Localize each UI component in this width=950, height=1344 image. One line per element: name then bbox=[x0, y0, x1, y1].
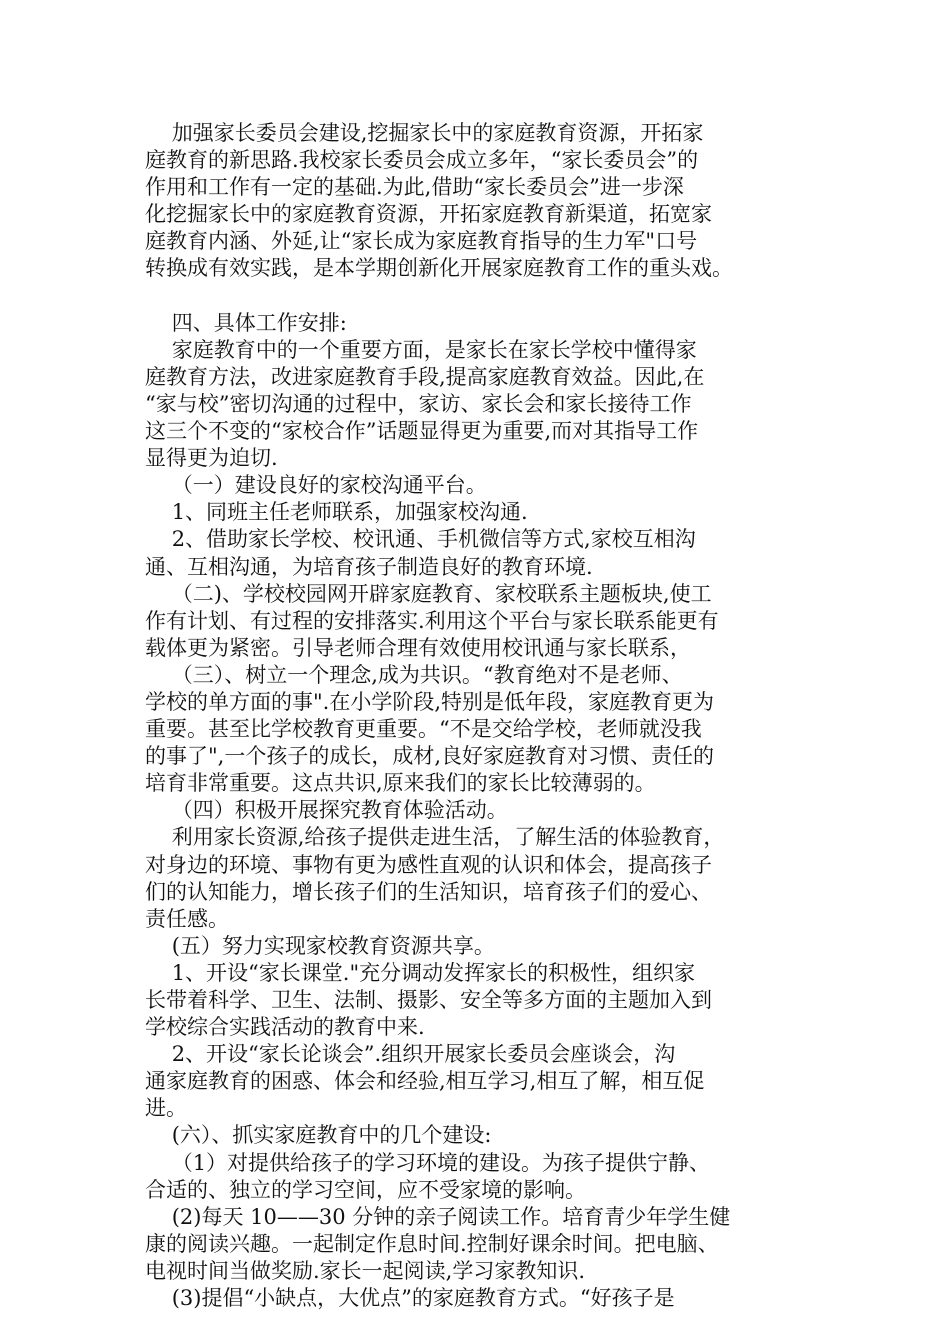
text-line: 2、借助家长学校、校讯通、手机微信等方式,家校互相沟 bbox=[145, 527, 696, 552]
text-line: 家庭教育中的一个重要方面，是家长在家长学校中懂得家 bbox=[145, 337, 697, 362]
text-line: 庭教育方法，改进家庭教育手段,提高家庭教育效益。因此,在 bbox=[145, 364, 705, 389]
text-line: 庭教育的新思路.我校家长委员会成立多年，“家长委员会”的 bbox=[145, 148, 699, 173]
text-line: 利用家长资源,给孩子提供走进生活，了解生活的体验教育， bbox=[145, 825, 725, 850]
text-line: 培育非常重要。这点共识,原来我们的家长比较薄弱的。 bbox=[145, 771, 656, 796]
text-line: 加强家长委员会建设,挖掘家长中的家庭教育资源，开拓家 bbox=[145, 121, 704, 145]
text-line: 重要。甚至比学校教育更重要。“不是交给学校，老师就没我 bbox=[145, 717, 702, 742]
text-line: 庭教育内涵、外延,让“家长成为家庭教育指导的生力军"口号 bbox=[145, 229, 698, 254]
text-line: 转换成有效实践，是本学期创新化开展家庭教育工作的重头戏。 bbox=[145, 256, 733, 281]
text-line: 学校的单方面的事".在小学阶段,特别是低年段，家庭教育更为 bbox=[145, 689, 715, 714]
text-line: 合适的、独立的学习空间，应不受家境的影响。 bbox=[145, 1177, 586, 1202]
text-line: 进。 bbox=[145, 1096, 187, 1121]
text-line: 对身边的环境、事物有更为感性直观的认识和体会，提高孩子 bbox=[145, 852, 712, 877]
text-line: 们的认知能力，增长孩子们的生活知识，培育孩子们的爱心、 bbox=[145, 879, 712, 904]
text-line: （四）积极开展探究教育体验活动。 bbox=[145, 798, 508, 823]
text-line: (2)每天 10——30 分钟的亲子阅读工作。培育青少年学生健 bbox=[145, 1204, 731, 1229]
blank-line bbox=[145, 283, 845, 310]
text-line: 长带着科学、卫生、法制、摄影、安全等多方面的主题加入到 bbox=[145, 988, 712, 1012]
text-line: 的事了",一个孩子的成长，成材,良好家庭教育对习惯、责任的 bbox=[145, 744, 715, 769]
text-line: 1、开设“家长课堂."充分调动发挥家长的积极性，组织家 bbox=[145, 960, 696, 985]
text-line: （二)、学校校园网开辟家庭教育、家校联系主题板块,使工 bbox=[145, 581, 712, 606]
text-line: 四、具体工作安排: bbox=[145, 310, 347, 335]
text-line: 学校综合实践活动的教育中来. bbox=[145, 1015, 425, 1040]
text-line: 1、同班主任老师联系，加强家校沟通. bbox=[145, 500, 528, 525]
text-line: 责任感。 bbox=[145, 906, 229, 931]
text-line: 电视时间当做奖励.家长一起阅读,学习家教知识. bbox=[145, 1258, 586, 1283]
text-line: 康的阅读兴趣。一起制定作息时间.控制好课余时间。把电脑、 bbox=[145, 1231, 719, 1256]
text-line: （1）对提供给孩子的学习环境的建设。为孩子提供宁静、 bbox=[145, 1150, 711, 1175]
text-line: 这三个不变的“家校合作”话题显得更为重要,而对其指导工作 bbox=[145, 419, 699, 444]
text-line: 化挖掘家长中的家庭教育资源，开拓家庭教育新渠道，拓宽家 bbox=[145, 202, 712, 227]
text-line: 作用和工作有一定的基础.为此,借助“家长委员会”进一步深 bbox=[145, 175, 684, 200]
text-line: （三）、树立一个理念,成为共识。“教育绝对不是老师、 bbox=[145, 662, 683, 687]
text-line: (五）努力实现家校教育资源共享。 bbox=[145, 933, 495, 958]
text-line: “家与校”密切沟通的过程中，家访、家长会和家长接待工作 bbox=[145, 391, 692, 416]
text-line: 作有计划、有过程的安排落实.利用这个平台与家长联系能更有 bbox=[145, 608, 719, 633]
text-line: （一）建设良好的家校沟通平台。 bbox=[145, 473, 487, 498]
text-line: 通家庭教育的困惑、体会和经验,相互学习,相互了解，相互促 bbox=[145, 1069, 705, 1094]
text-line: (六）、抓实家庭教育中的几个建设: bbox=[145, 1123, 492, 1148]
text-line: 2、开设“家长论谈会”.组织开展家长委员会座谈会，沟 bbox=[145, 1042, 676, 1067]
text-line: 显得更为迫切. bbox=[145, 446, 278, 471]
text-line: (3)提倡“小缺点，大优点”的家庭教育方式。“好孩子是 bbox=[145, 1286, 675, 1311]
text-line: 通、互相沟通，为培育孩子制造良好的教育环境. bbox=[145, 554, 593, 579]
text-line: 载体更为紧密。引导老师合理有效使用校讯通与家长联系， bbox=[145, 635, 691, 660]
document-body bbox=[145, 120, 845, 1312]
